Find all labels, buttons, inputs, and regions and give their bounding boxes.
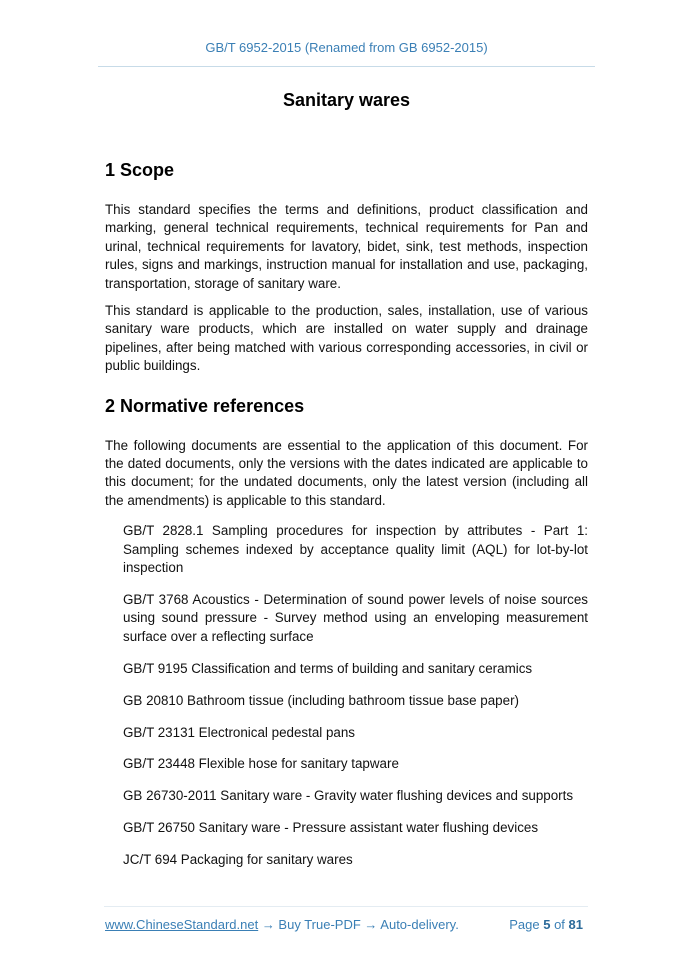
running-header: GB/T 6952-2015 (Renamed from GB 6952-2015) (205, 40, 488, 55)
reference-item: GB/T 23131 Electronical pedestal pans (123, 724, 356, 740)
website-link[interactable]: www.ChineseStandard.net (105, 917, 259, 932)
footer-divider (104, 906, 588, 907)
header-divider (98, 66, 595, 67)
reference-item: GB 26730-2011 Sanitary ware - Gravity water flushing devices and supports (123, 788, 574, 804)
reference-list (123, 522, 588, 869)
promo-text: → Buy True-PDF → Auto-delivery. (258, 917, 459, 932)
page-label: Page (509, 917, 540, 932)
reference-item: GB/T 26750 Sanitary ware - Pressure assistant water flushing devices (123, 820, 539, 836)
page-footer (105, 917, 588, 932)
document-title: Sanitary wares (282, 90, 411, 110)
page-indicator (509, 917, 583, 932)
page-current: 5 (543, 917, 551, 932)
section-heading-normative-references: 2 Normative references (105, 395, 305, 416)
page-total: 81 (568, 917, 583, 932)
section-heading-scope: 1 Scope (105, 160, 175, 180)
page-of-label: of (554, 917, 565, 932)
reference-item: GB/T 3768 Acoustics - Determination of sound power levels of noise sources using sound pressure - Survey method using an enveloping measurement surface over a reflecting surface (123, 592, 588, 644)
reference-item: GB/T 2828.1 Sampling procedures for inspection by attributes - Part 1: Sampling schemes indexed by acceptance quality limit (AQL) for lot-by-lot inspection (123, 523, 588, 576)
reference-item: GB/T 23448 Flexible hose for sanitary tapware (123, 756, 399, 772)
document-body (105, 160, 588, 883)
reference-item: GB 20810 Bathroom tissue (including bathroom tissue base paper) (123, 692, 519, 708)
references-intro-paragraph: The following documents are essential to the application of this document. For the dated documents, only the versions with the dates indicated are applicable to this document; for the undated documents, only the latest version (including all the amendments) is applicable to this standard. (105, 437, 588, 508)
scope-paragraph-1: This standard specifies the terms and definitions, product classification and marking, general technical requirements, technical requirements for Pan and urinal, technical requirements for lavatory, bidet, sink, test methods, inspection rules, signs and markings, instruction manual for installation and use, packaging, transportation, storage of sanitary ware. (105, 202, 588, 291)
reference-item: JC/T 694 Packaging for sanitary wares (123, 852, 353, 868)
reference-item: GB/T 9195 Classification and terms of building and sanitary ceramics (123, 660, 533, 676)
scope-paragraph-2: This standard is applicable to the production, sales, installation, use of various sanitary ware products, which are installed on water supply and drainage pipelines, after being matched with various corresponding accessories, in civil or public buildings. (105, 303, 588, 374)
